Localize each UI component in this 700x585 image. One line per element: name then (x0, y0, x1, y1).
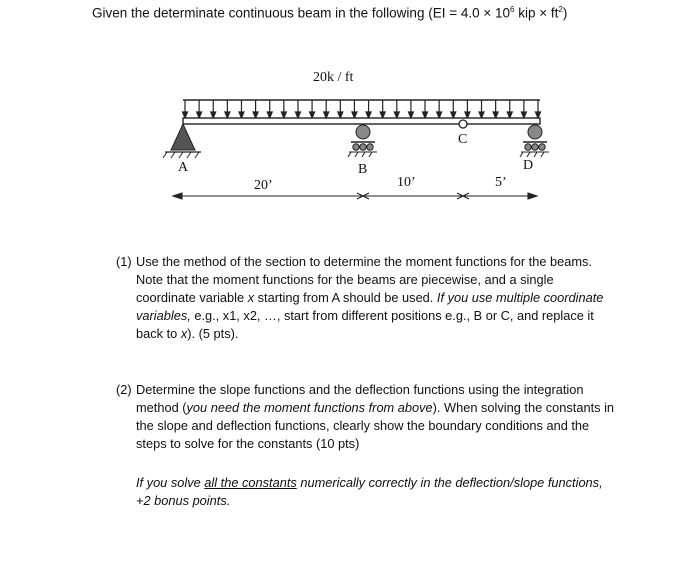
bonus-note (136, 474, 616, 510)
hinge-c-label: C (458, 132, 468, 147)
load-arrow-head (183, 112, 188, 118)
q1-var-x: x (247, 290, 255, 305)
support-d-label: D (523, 158, 534, 173)
load-arrow-head (451, 112, 456, 118)
load-arrow-head (267, 112, 272, 118)
load-arrow-head (423, 112, 428, 118)
q2-text-b: ). When solving the constants in the slope and deflection functions, clearly show the boundary conditions and the steps to solve for the constants (10 pts) (136, 400, 615, 451)
load-label: 20k / ft (313, 70, 354, 85)
load-arrow-head (324, 112, 329, 118)
load-arrow-head (366, 112, 371, 118)
bonus-prefix: If you solve (136, 475, 205, 490)
roller-support-b (348, 125, 377, 157)
problem-header (92, 5, 567, 21)
hinge-c (459, 120, 467, 128)
support-b-label: B (358, 162, 368, 177)
question-1 (116, 253, 616, 343)
load-arrow-head (225, 112, 230, 118)
dimension-line (173, 193, 537, 199)
load-arrow-head (465, 112, 470, 118)
pin-support-a (163, 124, 201, 158)
question-2-text (136, 381, 616, 453)
load-arrows (183, 100, 541, 118)
header-exponent: 6 (510, 5, 515, 14)
load-arrow-head (521, 112, 526, 118)
question-1-text (136, 253, 616, 343)
load-arrow-head (295, 112, 300, 118)
load-arrow-head (352, 112, 357, 118)
load-arrow-head (493, 112, 498, 118)
q1-italic: If you use multiple coordinate variables, (136, 290, 604, 323)
load-arrow-head (253, 112, 258, 118)
question-1-number: (1) (116, 254, 132, 269)
question-2 (116, 381, 616, 453)
load-arrow-head (507, 112, 512, 118)
load-arrow-head (281, 112, 286, 118)
span-bc-label: 10’ (397, 175, 416, 190)
q1-text-d: ). (5 pts). (187, 326, 239, 341)
bonus-underlined: all the constants (204, 475, 297, 490)
load-arrow-head (338, 112, 343, 118)
load-arrow-head (536, 112, 541, 118)
q1-var-x2: x (180, 326, 188, 341)
load-arrow-head (394, 112, 399, 118)
load-arrow-head (479, 112, 484, 118)
bonus-suffix: numerically correctly in the deflection/slope functions, +2 bonus points. (136, 475, 603, 508)
q2-italic: you need the moment functions from above (186, 400, 433, 415)
question-2-number: (2) (116, 382, 132, 397)
q2-text-a: Determine the slope functions and the deflection functions using the integration method ( (136, 382, 584, 415)
load-arrow-head (211, 112, 216, 118)
load-arrow-head (380, 112, 385, 118)
q1-text-b: starting from A should be used. (254, 290, 437, 305)
span-cd-label: 5’ (495, 175, 507, 190)
header-prefix: Given the determinate continuous beam in the following (EI = 4.0 × 10 (92, 5, 511, 21)
header-unit-exponent: 2 (558, 5, 563, 14)
load-arrow-head (239, 112, 244, 118)
load-arrow-head (197, 112, 202, 118)
q1-text-c: e.g., x1, x2, …, start from different positions e.g., B or C, and replace it back to (136, 308, 594, 341)
beam (183, 118, 540, 124)
load-arrow-head (408, 112, 413, 118)
span-ab-label: 20’ (254, 178, 273, 193)
load-arrow-head (310, 112, 315, 118)
header-close: ) (562, 5, 568, 21)
load-arrow-head (437, 112, 442, 118)
roller-support-d (520, 125, 549, 157)
q1-text-a: Use the method of the section to determine the moment functions for the beams. Note that the moment functions for the beams are piecewise, and a single coordinate variable (136, 254, 592, 305)
beam-diagram (155, 68, 555, 218)
support-a-label: A (178, 160, 189, 175)
header-suffix: kip × ft (514, 5, 559, 21)
beam-figure (155, 68, 555, 218)
